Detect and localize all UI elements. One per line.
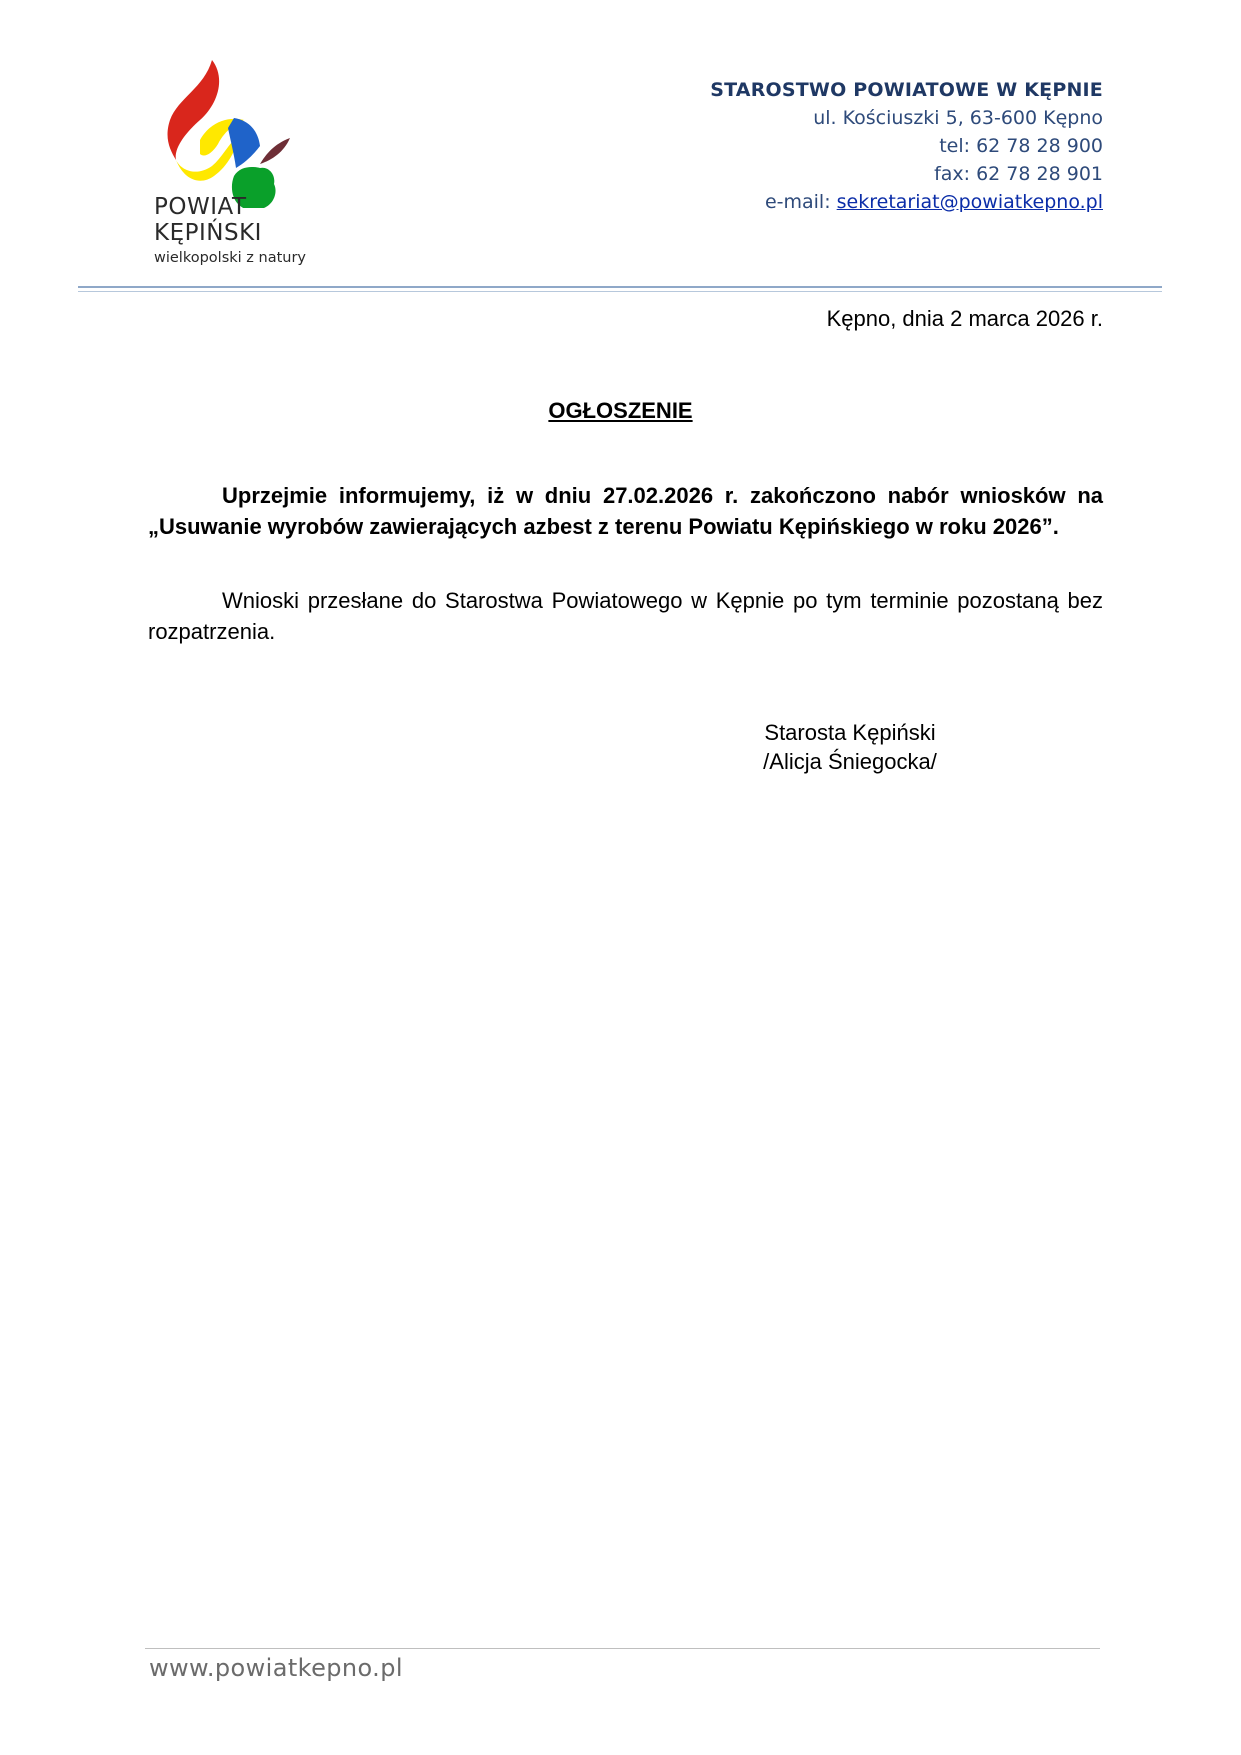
logo-tagline: wielkopolski z natury bbox=[154, 250, 306, 266]
email-link[interactable]: sekretariat@powiatkepno.pl bbox=[836, 191, 1103, 213]
email-prefix: e-mail: bbox=[764, 191, 837, 213]
logo-brown-stroke bbox=[260, 138, 290, 164]
document-date: Kępno, dnia 2 marca 2026 r. bbox=[826, 306, 1103, 331]
signature-block bbox=[740, 718, 960, 776]
signature-title: Starosta Kępiński bbox=[764, 720, 936, 745]
logo-blue-shape bbox=[228, 118, 260, 168]
paragraph-announcement: Uprzejmie informujemy, iż w dniu 27.02.2026 r. zakończono nabór wniosków na „Usuwanie wyrobów zawierających azbest z terenu Powiatu Kępińskiego w roku 2026”. bbox=[148, 483, 1103, 539]
powiat-logo bbox=[148, 58, 338, 273]
footer-website: www.powiatkepno.pl bbox=[149, 1654, 403, 1682]
header-divider bbox=[78, 286, 1162, 288]
organization-name: STAROSTWO POWIATOWE W KĘPNIE bbox=[710, 79, 1103, 101]
document-title: OGŁOSZENIE bbox=[548, 398, 693, 423]
address: ul. Kościuszki 5, 63-600 Kępno bbox=[813, 107, 1103, 129]
letterhead-contact bbox=[710, 76, 1103, 216]
email-line bbox=[710, 188, 1103, 216]
paragraph-notice: Wnioski przesłane do Starostwa Powiatowego w Kępnie po tym terminie pozostaną bez rozpatrzenia. bbox=[148, 588, 1103, 644]
logo-text-kepinski: KĘPIŃSKI bbox=[154, 220, 262, 246]
signature-name: /Alicja Śniegocka/ bbox=[763, 749, 937, 774]
powiat-emblem-icon bbox=[148, 58, 338, 208]
logo-text-powiat: POWIAT bbox=[154, 194, 247, 220]
footer-divider bbox=[145, 1648, 1100, 1649]
header-divider-secondary bbox=[78, 291, 1162, 292]
phone: tel: 62 78 28 900 bbox=[939, 135, 1103, 157]
fax: fax: 62 78 28 901 bbox=[934, 163, 1103, 185]
